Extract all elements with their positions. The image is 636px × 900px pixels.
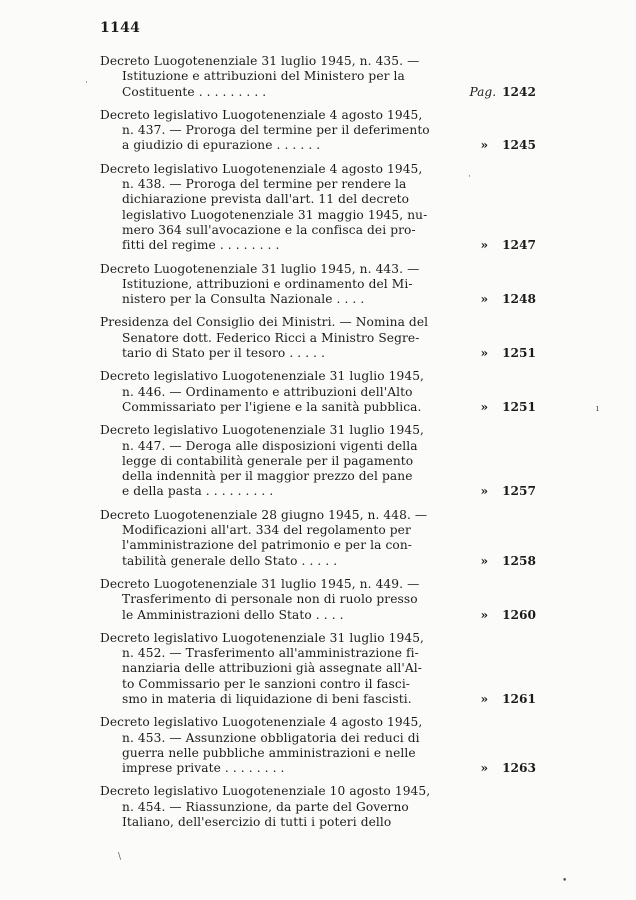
scan-speck: ·: [468, 172, 471, 182]
entry-text-line: legislativo Luogotenenziale 31 maggio 1945, nu-: [122, 207, 428, 222]
page-reference: [480, 761, 536, 776]
page-prefix: Pag.: [469, 84, 497, 99]
entry-text-line: guerra nelle pubbliche amministrazioni e nelle: [122, 745, 416, 760]
entry-text-line: tabilità generale dello Stato . . . . .: [122, 553, 338, 568]
ditto-mark: »: [480, 138, 489, 153]
entry-text-line: Costituente . . . . . . . . .: [122, 84, 267, 99]
entry-text-line: n. 438. — Proroga del termine per rendere la: [122, 177, 407, 192]
entry-text-line: nistero per la Consulta Nazionale . . . .: [122, 292, 365, 307]
ditto-mark: »: [480, 399, 489, 414]
page-reference-number: 1245: [502, 138, 536, 153]
entry-text-line: to Commissario per le sanzioni contro il fasci-: [122, 676, 411, 691]
entry-heading-line: Decreto legislativo Luogotenenziale 4 agosto 1945,: [100, 107, 423, 122]
entry-heading-line: Decreto legislativo Luogotenenziale 4 agosto 1945,: [100, 715, 423, 730]
scan-speck: \: [118, 852, 122, 862]
ditto-mark: »: [480, 238, 489, 253]
entry-text-line: e della pasta . . . . . . . . .: [122, 484, 274, 499]
entry-text-line: Senatore dott. Federico Ricci a Ministro Segre-: [122, 330, 420, 345]
ditto-mark: »: [480, 761, 489, 776]
entry-heading-line: Decreto legislativo Luogotenenziale 31 luglio 1945,: [100, 369, 425, 384]
page-reference-number: 1251: [502, 346, 536, 361]
page-reference-number: 1258: [502, 553, 536, 568]
entry-text-line: n. 452. — Trasferimento all'amministrazione fi-: [122, 646, 419, 661]
entry-text-line: Modificazioni all'art. 334 del regolamento per: [122, 523, 411, 538]
page-reference: [469, 85, 536, 100]
page-reference: [480, 138, 536, 153]
scan-speck: ı: [596, 404, 599, 414]
entry-text-line: legge di contabilità generale per il pagamento: [122, 453, 414, 468]
toc-entry: [100, 508, 536, 569]
page-reference-number: 1260: [502, 607, 536, 622]
entry-text-line: n. 446. — Ordinamento e attribuzioni dell'Alto: [122, 384, 413, 399]
ditto-mark: »: [480, 553, 489, 568]
page-reference-number: 1263: [502, 761, 536, 776]
entry-text-line: n. 454. — Riassunzione, da parte del Governo: [122, 799, 409, 814]
entry-text-line: Commissariato per l'igiene e la sanità pubblica.: [122, 399, 422, 414]
entry-text-line: Istituzione e attribuzioni del Ministero per la: [122, 69, 405, 84]
entry-heading-line: Presidenza del Consiglio dei Ministri. — Nomina del: [100, 315, 429, 330]
page-reference: [480, 608, 536, 623]
scan-speck: •: [562, 876, 568, 886]
page-reference: [480, 484, 536, 499]
entry-text-line: Istituzione, attribuzioni e ordinamento del Mi-: [122, 276, 413, 291]
entry-text-line: imprese private . . . . . . . .: [122, 761, 285, 776]
ditto-mark: »: [480, 346, 489, 361]
page-reference-number: 1257: [502, 484, 536, 499]
entry-heading-line: Decreto Luogotenenziale 31 luglio 1945, n. 443. —: [100, 261, 420, 276]
entry-heading-line: Decreto legislativo Luogotenenziale 10 agosto 1945,: [100, 784, 431, 799]
ditto-mark: »: [480, 484, 489, 499]
entry-text-line: dichiarazione prevista dall'art. 11 del decreto: [122, 192, 410, 207]
toc-entry: [100, 262, 536, 308]
entry-text-line: nanziaria delle attribuzioni già assegnate all'Al-: [122, 661, 422, 676]
page-reference: [480, 238, 536, 253]
toc-entry: [100, 715, 536, 776]
ditto-mark: »: [480, 292, 489, 307]
page-reference: [480, 692, 536, 707]
scan-speck: ·: [85, 78, 88, 88]
page-reference: [480, 400, 536, 415]
entry-text-line: Trasferimento di personale non di ruolo presso: [122, 592, 418, 607]
page-reference-number: 1251: [502, 399, 536, 414]
entry-heading-line: Decreto legislativo Luogotenenziale 4 agosto 1945,: [100, 161, 423, 176]
ditto-mark: »: [480, 607, 489, 622]
entry-heading-line: Decreto legislativo Luogotenenziale 31 luglio 1945,: [100, 630, 425, 645]
toc-entry: [100, 577, 536, 623]
toc-entry: [100, 54, 536, 100]
page-number: 1144: [100, 20, 141, 36]
entry-text-line: l'amministrazione del patrimonio e per la con-: [122, 538, 413, 553]
toc-entry: [100, 108, 536, 154]
entry-text-line: n. 447. — Deroga alle disposizioni vigenti della: [122, 438, 418, 453]
entry-text-line: n. 453. — Assunzione obbligatoria dei reduci di: [122, 730, 420, 745]
toc-entry: [100, 315, 536, 361]
ditto-mark: »: [480, 691, 489, 706]
entry-heading-line: Decreto legislativo Luogotenenziale 31 luglio 1945,: [100, 423, 425, 438]
entry-text-line: smo in materia di liquidazione di beni fascisti.: [122, 691, 412, 706]
entry-heading-line: Decreto Luogotenenziale 31 luglio 1945, n. 449. —: [100, 576, 420, 591]
entry-text-line: fitti del regime . . . . . . . .: [122, 238, 280, 253]
page-reference-number: 1248: [502, 292, 536, 307]
entry-text-line: della indennità per il maggior prezzo del pane: [122, 469, 413, 484]
entry-heading-line: Decreto Luogotenenziale 28 giugno 1945, n. 448. —: [100, 507, 428, 522]
toc-entry: [100, 423, 536, 499]
entry-text-line: le Amministrazioni dello Stato . . . .: [122, 607, 344, 622]
page-reference-number: 1242: [502, 84, 536, 99]
entry-text-line: a giudizio di epurazione . . . . . .: [122, 138, 321, 153]
entry-text-line: tario di Stato per il tesoro . . . . .: [122, 346, 326, 361]
page-reference: [480, 554, 536, 569]
toc-entry: [100, 784, 536, 830]
toc-entry: [100, 631, 536, 707]
toc-entry: [100, 369, 536, 415]
page-reference-number: 1261: [502, 691, 536, 706]
entry-text-line: n. 437. — Proroga del termine per il deferimento: [122, 123, 430, 138]
page-reference-number: 1247: [502, 238, 536, 253]
entry-heading-line: Decreto Luogotenenziale 31 luglio 1945, n. 435. —: [100, 54, 420, 68]
page-reference: [480, 292, 536, 307]
entry-text-line: mero 364 sull'avocazione e la confisca dei pro-: [122, 222, 416, 237]
entry-text-line: Italiano, dell'esercizio di tutti i poteri dello: [122, 815, 392, 830]
page-reference: [480, 346, 536, 361]
